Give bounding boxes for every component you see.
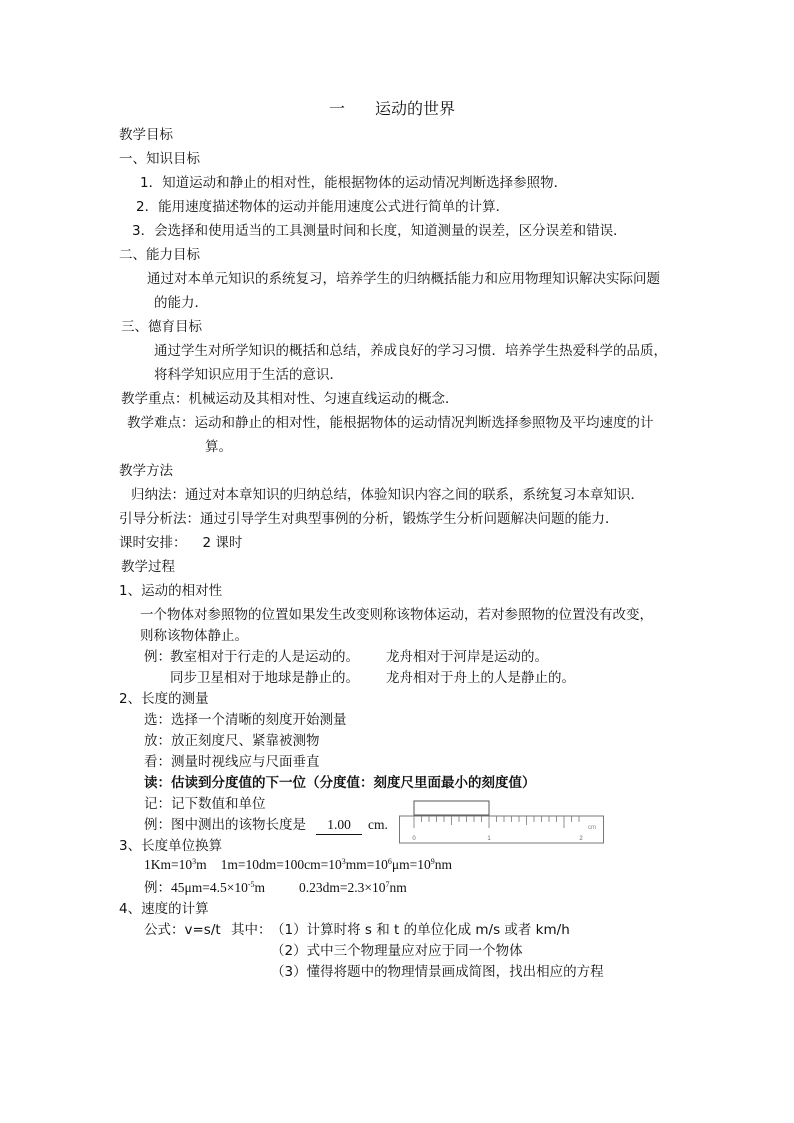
moral-heading: 三、德育目标 xyxy=(121,319,202,335)
page-title xyxy=(329,99,455,119)
process-heading: 教学过程 xyxy=(121,559,175,575)
unit-conversion-example xyxy=(144,879,407,897)
schedule-label: 课时安排： xyxy=(119,535,187,551)
conv-km-exp: 3 xyxy=(192,857,197,866)
induction-label: 归纳法： xyxy=(131,487,185,503)
ruler-body xyxy=(400,816,604,843)
section3-heading: 3、长度单位换算 xyxy=(119,838,223,854)
measure-read: 读：估读到分度值的下一位（分度值：刻度尺里面最小的刻度值） xyxy=(144,775,536,791)
conv-ex-c-exp: -5 xyxy=(247,880,255,889)
methods-heading: 教学方法 xyxy=(119,463,173,479)
ability-text-line1: 通过对本单元知识的系统复习，培养学生的归纳概括能力和应用物理知识解决实际问题 xyxy=(147,271,660,287)
key-points-text: 机械运动及其相对性、匀速直线运动的概念． xyxy=(188,391,459,407)
conv-km-unit: m xyxy=(196,857,207,872)
knowledge-item-2: 2．能用速度描述物体的运动并能用速度公式进行简单的计算． xyxy=(136,199,510,215)
section4-heading: 4、速度的计算 xyxy=(119,901,209,917)
title-text: 运动的世界 xyxy=(375,99,456,118)
speed-note-1: （1）计算时将 s 和 t 的单位化成 m/s 或者 km/h xyxy=(271,922,570,938)
ruler-label-0: 0 xyxy=(412,836,416,842)
guided-text: 通过引导学生对典型事例的分析，锻炼学生分析问题解决问题的能力． xyxy=(200,511,619,527)
speed-among-label: 其中： xyxy=(231,922,272,938)
ability-heading: 二、能力目标 xyxy=(119,247,200,263)
induction-text: 通过对本章知识的归纳总结，体验知识内容之间的联系，系统复习本章知识． xyxy=(185,487,644,503)
method-guided xyxy=(119,510,619,528)
section1-text-line2: 则称该物体静止。 xyxy=(140,628,248,644)
conv-m-exp: 3 xyxy=(341,857,346,866)
section1-example-2a: 同步卫星相对于地球是静止的。 xyxy=(170,670,359,686)
conv-um-exp: 9 xyxy=(430,857,435,866)
measure-example xyxy=(144,816,388,835)
conv-ex-e: 0.23dm=2.3×10 xyxy=(299,880,386,895)
schedule-value: 2 课时 xyxy=(202,535,243,551)
measure-place: 放：放正刻度尺、紧靠被测物 xyxy=(144,733,320,749)
section1-example-label: 例： xyxy=(144,649,171,665)
difficult-points-text: 运动和静止的相对性，能根据物体的运动情况判断选择参照物及平均速度的计 xyxy=(194,415,654,431)
section1-example-2b: 龙舟相对于舟上的人是静止的。 xyxy=(386,670,575,686)
ruler-figure xyxy=(399,800,604,845)
measure-example-value: 1.00 xyxy=(316,816,362,835)
knowledge-item-1: 1．知道运动和静止的相对性，能根据物体的运动情况判断选择参照物． xyxy=(140,175,568,191)
title-number: 一 xyxy=(329,99,346,118)
conv-mm-exp: 6 xyxy=(387,857,392,866)
key-points-label: 教学重点： xyxy=(121,391,189,407)
ruler-label-2: 2 xyxy=(579,836,583,842)
method-induction xyxy=(131,486,644,504)
moral-text-line2: 将科学知识应用于生活的意识． xyxy=(154,367,343,383)
section1-text-line1: 一个物体对参照物的位置如果发生改变则称该物体运动，若对参照物的位置没有改变， xyxy=(140,607,653,623)
knowledge-heading: 一、知识目标 xyxy=(119,151,200,167)
conv-km: 1Km=10 xyxy=(144,857,193,872)
conv-m: 1m=10dm=100cm=10 xyxy=(220,857,342,872)
conv-nm: nm xyxy=(434,857,452,872)
ruler-unit-label: cm xyxy=(588,825,596,831)
section1-example-1b: 龙舟相对于河岸是运动的。 xyxy=(386,649,548,665)
ruler-label-1: 1 xyxy=(487,836,491,842)
ability-text-line2: 的能力． xyxy=(154,295,208,311)
difficult-points xyxy=(127,414,654,432)
measure-example-prefix: 例：图中测出的该物长度是 xyxy=(144,817,306,833)
conv-ex-f: nm xyxy=(389,880,407,895)
speed-formula: 公式：v=s/t xyxy=(144,922,221,938)
conv-ex-e-exp: 7 xyxy=(385,880,390,889)
measure-select: 选：选择一个清晰的刻度开始测量 xyxy=(144,712,347,728)
conv-ex-d: m xyxy=(254,880,266,895)
section1-heading: 1、运动的相对性 xyxy=(119,583,223,599)
section2-heading: 2、长度的测量 xyxy=(119,691,209,707)
measure-look: 看：测量时视线应与尺面垂直 xyxy=(144,754,320,770)
conv-ex-a: 例：45 xyxy=(144,880,185,895)
guided-label: 引导分析法： xyxy=(119,511,200,527)
schedule xyxy=(119,534,242,552)
conv-um: m=10 xyxy=(399,857,431,872)
measured-object xyxy=(414,801,489,815)
key-points xyxy=(121,390,459,408)
objectives-heading: 教学目标 xyxy=(119,127,173,143)
measure-example-unit: cm. xyxy=(368,817,388,832)
difficult-points-line2: 算。 xyxy=(205,439,232,455)
unit-conversion-line xyxy=(144,856,452,874)
speed-note-2: （2）式中三个物理量应对应于同一个物体 xyxy=(271,943,523,959)
section1-example-1a: 教室相对于行走的人是运动的。 xyxy=(170,649,359,665)
conv-ex-c: m=4.5×10 xyxy=(191,880,248,895)
measure-record: 记：记下数值和单位 xyxy=(144,796,266,812)
conv-mm: mm=10 xyxy=(345,857,388,872)
moral-text-line1: 通过学生对所学知识的概括和总结，养成良好的学习习惯．培养学生热爱科学的品质， xyxy=(154,343,667,359)
conv-mu: μ xyxy=(391,857,400,872)
conv-ex-mu: μ xyxy=(184,880,192,895)
speed-note-3: （3）懂得将题中的物理情景画成简图，找出相应的方程 xyxy=(271,964,604,980)
difficult-points-label: 教学难点： xyxy=(127,415,195,431)
knowledge-item-3: 3．会选择和使用适当的工具测量时间和长度，知道测量的误差，区分误差和错误． xyxy=(132,223,627,239)
